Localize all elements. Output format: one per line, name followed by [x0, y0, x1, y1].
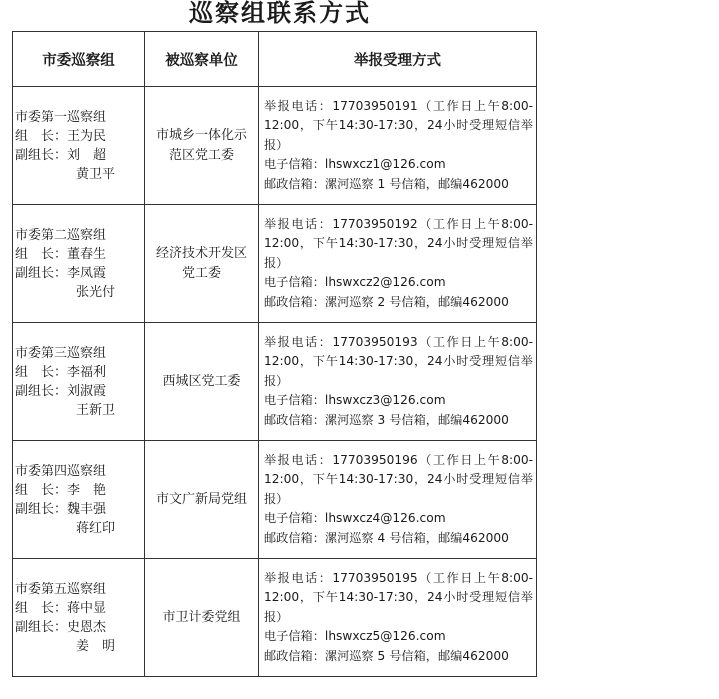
- page-title: 巡察组联系方式: [189, 0, 371, 27]
- report-post: 邮政信箱：漯河巡察 3 号信箱，邮编462000: [264, 412, 509, 427]
- group-deputy: 副组长：刘 超: [15, 147, 107, 163]
- table-row: [13, 559, 537, 677]
- group-leader: 组 长：王为民: [15, 128, 107, 144]
- group-leader: 组 长：李福利: [15, 364, 107, 380]
- report-email[interactable]: 电子信箱：lhswxcz2@126.com: [264, 275, 446, 290]
- group-cell: [13, 323, 145, 441]
- group-cell: [13, 205, 145, 323]
- group-deputy-second: 张光付: [76, 284, 116, 300]
- unit-cell: 西城区党工委: [145, 323, 259, 441]
- report-email[interactable]: 电子信箱：lhswxcz5@126.com: [264, 629, 446, 644]
- report-email[interactable]: 电子信箱：lhswxcz1@126.com: [264, 157, 446, 172]
- table-row: [13, 441, 537, 559]
- unit-cell: 市卫计委党组: [145, 559, 259, 677]
- header-group: 市委巡察组: [13, 32, 145, 87]
- report-phone: 举报电话：17703950192（工作日上午8:00-12:00，下午14:30-17:30，24小时受理短信举报）: [264, 216, 533, 270]
- table-header-row: [13, 32, 537, 87]
- report-post: 邮政信箱：漯河巡察 4 号信箱，邮编462000: [264, 530, 509, 545]
- unit-cell: 市文广新局党组: [145, 441, 259, 559]
- method-cell: [259, 559, 537, 677]
- group-deputy-second: 黄卫平: [76, 166, 116, 182]
- report-phone: 举报电话：17703950191（工作日上午8:00-12:00，下午14:30-17:30，24小时受理短信举报）: [264, 98, 533, 152]
- group-deputy-second: 王新卫: [76, 402, 116, 418]
- group-name: 市委第一巡察组: [15, 109, 107, 125]
- group-cell: [13, 559, 145, 677]
- group-leader: 组 长：李 艳: [15, 482, 107, 498]
- report-email[interactable]: 电子信箱：lhswxcz4@126.com: [264, 511, 446, 526]
- group-cell: [13, 441, 145, 559]
- report-phone: 举报电话：17703950195（工作日上午8:00-12:00，下午14:30-17:30，24小时受理短信举报）: [264, 570, 533, 624]
- report-post: 邮政信箱：漯河巡察 5 号信箱，邮编462000: [264, 648, 509, 663]
- header-unit: 被巡察单位: [145, 32, 259, 87]
- unit-cell: 市城乡一体化示范区党工委: [145, 87, 259, 205]
- method-cell: [259, 87, 537, 205]
- table-row: [13, 205, 537, 323]
- group-deputy: 副组长：刘淑霞: [15, 383, 107, 399]
- group-leader: 组 长：蒋中显: [15, 600, 107, 616]
- group-name: 市委第二巡察组: [15, 227, 107, 243]
- report-phone: 举报电话：17703950196（工作日上午8:00-12:00，下午14:30-17:30，24小时受理短信举报）: [264, 452, 533, 506]
- report-phone: 举报电话：17703950193（工作日上午8:00-12:00，下午14:30-17:30，24小时受理短信举报）: [264, 334, 533, 388]
- group-name: 市委第四巡察组: [15, 463, 107, 479]
- group-deputy: 副组长：魏丰强: [15, 501, 107, 517]
- group-deputy: 副组长：史恩杰: [15, 619, 107, 635]
- group-deputy: 副组长：李凤霞: [15, 265, 107, 281]
- table-row: [13, 87, 537, 205]
- group-deputy-second: 姜 明: [76, 638, 116, 654]
- unit-cell: 经济技术开发区党工委: [145, 205, 259, 323]
- group-leader: 组 长：董春生: [15, 246, 107, 262]
- method-cell: [259, 205, 537, 323]
- group-deputy-second: 蒋红印: [76, 520, 116, 536]
- report-post: 邮政信箱：漯河巡察 2 号信箱，邮编462000: [264, 294, 509, 309]
- contact-table: [12, 31, 537, 677]
- method-cell: [259, 441, 537, 559]
- method-cell: [259, 323, 537, 441]
- report-post: 邮政信箱：漯河巡察 1 号信箱，邮编462000: [264, 176, 509, 191]
- group-name: 市委第三巡察组: [15, 345, 107, 361]
- header-method: 举报受理方式: [259, 32, 537, 87]
- table-row: [13, 323, 537, 441]
- group-cell: [13, 87, 145, 205]
- report-email[interactable]: 电子信箱：lhswxcz3@126.com: [264, 393, 446, 408]
- group-name: 市委第五巡察组: [15, 581, 107, 597]
